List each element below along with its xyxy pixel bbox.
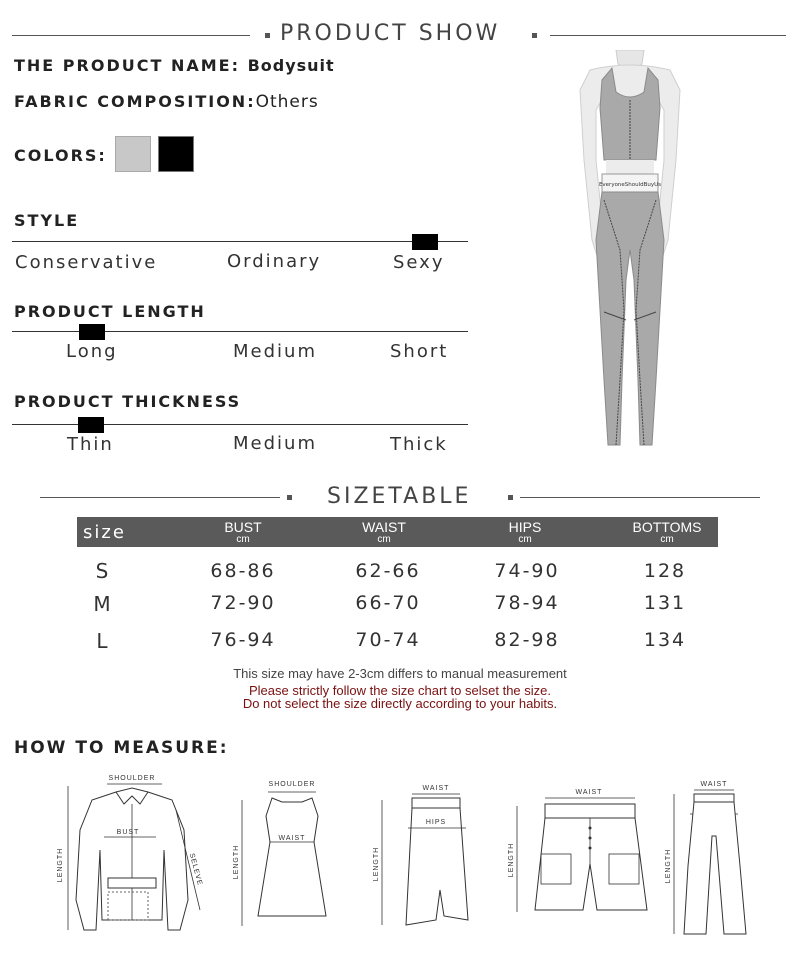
svg-text:LENGTH: LENGTH	[665, 848, 672, 884]
size-table-header	[77, 517, 718, 547]
row-s-hips: 74-90	[494, 560, 560, 582]
svg-text:SELEVE: SELEVE	[187, 852, 204, 887]
row-m-bottoms: 131	[643, 592, 687, 614]
svg-text:HIPS: HIPS	[425, 819, 447, 826]
row-m-hips: 78-94	[494, 592, 560, 614]
svg-text:WAIST: WAIST	[575, 789, 603, 796]
svg-text:SHOULDER: SHOULDER	[268, 781, 316, 788]
svg-text:SHOULDER: SHOULDER	[108, 775, 156, 782]
product-name-label: THE PRODUCT NAME:	[14, 56, 240, 75]
size-warning-2: Do not select the size directly according to your habits.	[242, 696, 558, 711]
style-title: STYLE	[14, 211, 80, 230]
colors-label: COLORS:	[14, 146, 107, 165]
jacket-measure-diagram	[52, 770, 212, 940]
product-show-dot-left	[265, 33, 270, 38]
fabric-value: Others	[255, 92, 319, 112]
svg-text:LENGTH: LENGTH	[233, 844, 240, 880]
style-option-conservative: Conservative	[15, 252, 158, 273]
row-l-bottoms: 134	[643, 629, 687, 651]
row-m-waist: 66-70	[355, 592, 421, 614]
waistband-text: EveryoneShouldBuyUs	[598, 182, 662, 188]
header-bust: BUST cm	[224, 519, 262, 545]
style-option-ordinary: Ordinary	[227, 251, 322, 272]
leggings	[596, 192, 664, 445]
length-option-medium: Medium	[233, 341, 317, 362]
thickness-selected-marker	[78, 417, 104, 433]
color-swatch-black[interactable]	[158, 136, 194, 172]
sizetable-dot-right	[508, 495, 513, 500]
color-swatch-grey[interactable]	[115, 136, 151, 172]
header-size: size	[83, 522, 126, 543]
product-name-row	[14, 56, 335, 75]
row-l-hips: 82-98	[494, 629, 560, 651]
thickness-option-medium: Medium	[233, 433, 317, 454]
header-bottoms: BOTTOMS cm	[632, 519, 702, 545]
header-hips: HIPS cm	[508, 519, 542, 545]
length-title: PRODUCT LENGTH	[14, 302, 206, 321]
style-option-sexy: Sexy	[393, 252, 445, 273]
svg-text:BUST: BUST	[116, 829, 140, 836]
product-show-rule-right	[550, 35, 786, 36]
row-m-bust: 72-90	[210, 592, 276, 614]
pants-measure-diagram	[660, 776, 760, 941]
mannequin-product-image	[560, 50, 700, 455]
thickness-title: PRODUCT THICKNESS	[14, 392, 242, 411]
header-waist: WAIST cm	[362, 519, 406, 545]
product-show-title: PRODUCT SHOW	[280, 21, 501, 46]
svg-text:WAIST: WAIST	[700, 781, 728, 788]
sizetable-rule-left	[40, 497, 280, 498]
row-s-bust: 68-86	[210, 560, 276, 582]
sizetable-rule-right	[520, 497, 760, 498]
product-name-value: Bodysuit	[247, 56, 335, 75]
svg-text:WAIST: WAIST	[422, 785, 450, 792]
thickness-option-thin: Thin	[67, 434, 114, 455]
style-selected-marker	[412, 234, 438, 250]
fabric-row	[14, 92, 319, 112]
row-m-size: M	[93, 592, 111, 616]
row-s-size: S	[95, 559, 109, 583]
product-show-dot-right	[532, 33, 537, 38]
row-s-waist: 62-66	[355, 560, 421, 582]
row-l-size: L	[96, 629, 108, 653]
length-option-long: Long	[66, 341, 118, 362]
size-warning-1: Please strictly follow the size chart to selset the size.	[248, 683, 551, 698]
thickness-option-thick: Thick	[390, 434, 448, 455]
row-s-bottoms: 128	[643, 560, 687, 582]
shorts-measure-diagram	[505, 784, 655, 919]
dress-measure-diagram	[230, 776, 330, 936]
svg-text:LENGTH: LENGTH	[373, 846, 380, 882]
sizetable-dot-left	[287, 495, 292, 500]
row-l-bust: 76-94	[210, 629, 276, 651]
sizetable-title: SIZETABLE	[327, 484, 472, 509]
fabric-label: FABRIC COMPOSITION:	[14, 92, 256, 111]
length-selected-marker	[79, 324, 105, 340]
row-l-waist: 70-74	[355, 629, 421, 651]
length-option-short: Short	[390, 341, 449, 362]
product-show-rule-left	[12, 35, 250, 36]
style-scale-line	[12, 241, 468, 242]
svg-text:LENGTH: LENGTH	[508, 842, 515, 878]
svg-text:WAIST: WAIST	[278, 835, 306, 842]
size-note: This size may have 2-3cm differs to manual measurement	[233, 666, 567, 681]
how-to-measure-title: HOW TO MEASURE:	[14, 738, 229, 758]
skirt-measure-diagram	[370, 780, 480, 935]
svg-text:LENGTH: LENGTH	[57, 847, 64, 883]
